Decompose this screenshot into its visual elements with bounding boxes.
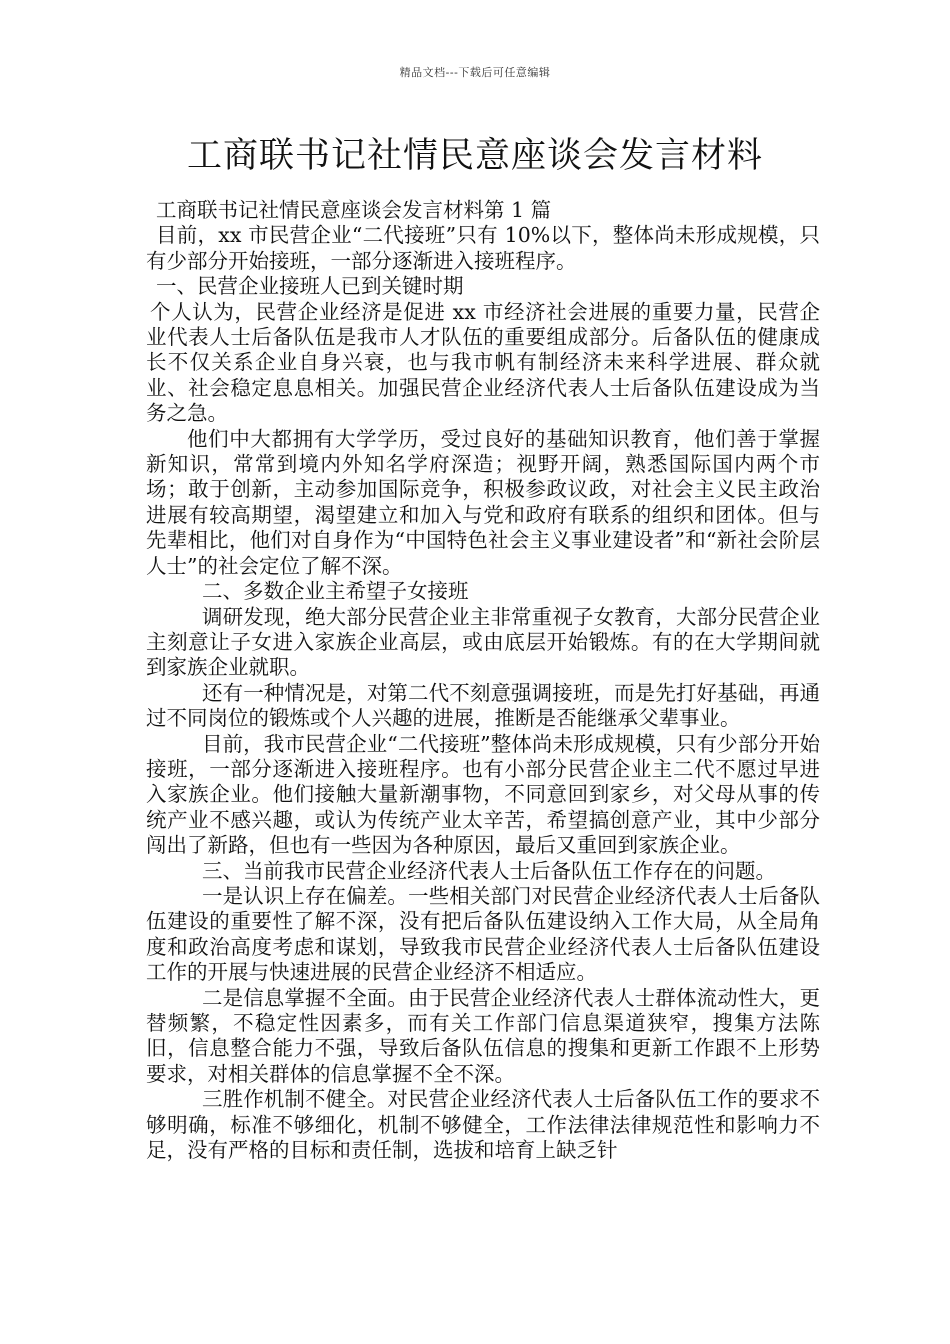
header-note: 精品文档---下载后可任意编辑 — [399, 66, 551, 79]
document-title: 工商联书记社情民意座谈会发言材料 — [186, 136, 763, 176]
paragraph: 他们中大都拥有大学学历，受过良好的基础知识教育，他们善于掌握新知识，常常到境内外知名学府深造；视野开阔，熟悉国际国内两个市场；敢于创新，主动参加国际竞争，积极参政议政，对社会主义民主政治进展有较高期望，渴望建立和加入与党和政府有联系的组织和团体。但与先辈相比，他们对自身作为“中国特色社会主义事业建设者”和“新社会阶层人士”的社会定位了解不深。 — [146, 426, 820, 578]
section-heading: 二、多数企业主希望子女接班 — [202, 579, 469, 604]
paragraph: 还有一种情况是，对第二代不刻意强调接班，而是先打好基础，再通过不同岗位的锻炼或个人兴趣的进展，推断是否能继承父辈事业。 — [146, 680, 820, 731]
paragraph: 一是认识上存在偏差。一些相关部门对民营企业经济代表人士后备队伍建设的重要性了解不深，没有把后备队伍建设纳入工作大局，从全局角度和政治高度考虑和谋划，导致我市民营企业经济代表人士后备队伍建设工作的开展与快速进展的民营企业经济不相适应。 — [146, 883, 820, 985]
paragraph: 目前，我市民营企业“二代接班”整体尚未形成规模，只有少部分开始接班，一部分逐渐进入接班程序。也有小部分民营企业主二代不愿过早进入家族企业。他们接触大量新潮事物，不同意回到家乡，对父母从事的传统产业不感兴趣，或认为传统产业太辛苦，希望搞创意产业，其中少部分闯出了新路，但也有一些因为各种原因，最后又重回到家族企业。 — [146, 731, 820, 858]
paragraph: 目前，xx 市民营企业“二代接班”只有 10%以下，整体尚未形成规模，只有少部分开始接班，一部分逐渐进入接班程序。 — [146, 223, 820, 273]
paragraph: 三胜作机制不健全。对民营企业经济代表人士后备队伍工作的要求不够明确，标准不够细化，机制不够健全，工作法律法律规范性和影响力不足，没有严格的目标和责任制，选拔和培育上缺乏针 — [146, 1087, 820, 1163]
paragraph: 个人认为，民营企业经济是促进 xx 市经济社会进展的重要力量，民营企业代表人士后备队伍是我市人才队伍的重要组成部分。后备队伍的健康成长不仅关系企业自身兴衰，也与我市帆有制经济未来科学进展、群众就业、社会稳定息息相关。加强民营企业经济代表人士后备队伍建设成为当务之急。 — [146, 299, 820, 426]
paragraph: 二是信息掌握不全面。由于民营企业经济代表人士群体流动性大，更替频繁，不稳定性因素多，而有关工作部门信息渠道狭窄，搜集方法陈旧，信息整合能力不强，导致后备队伍信息的搜集和更新工作跟不上形势要求，对相关群体的信息掌握不全不深。 — [146, 985, 820, 1086]
section-heading: 一、民营企业接班人已到关键时期 — [156, 274, 464, 299]
section-heading: 工商联书记社情民意座谈会发言材料第 1 篇 — [156, 198, 552, 222]
document-body — [146, 198, 820, 1163]
paragraph: 调研发现，绝大部分民营企业主非常重视子女教育，大部分民营企业主刻意让子女进入家族企业高层，或由底层开始锻炼。有的在大学期间就到家族企业就职。 — [146, 604, 820, 680]
section-heading: 三、当前我市民营企业经济代表人士后备队伍工作存在的问题。 — [202, 858, 776, 883]
